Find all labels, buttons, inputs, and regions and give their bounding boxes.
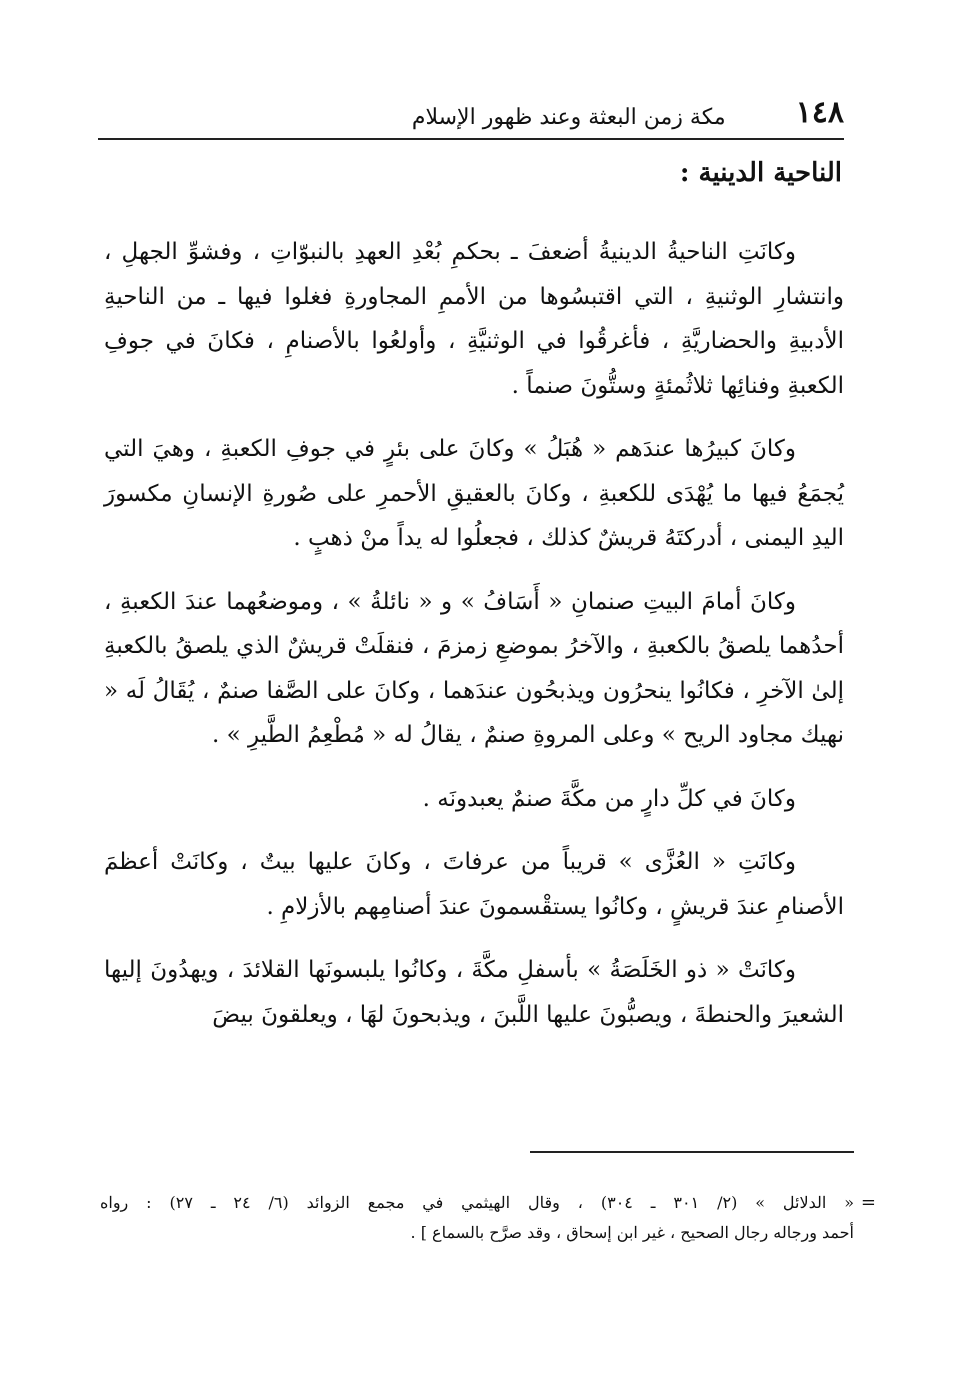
paragraph-3: وكانَ أمامَ البيتِ صنمانِ « أَسَافُ » و « نائلةُ » ، وموضعُهما عندَ الكعبةِ ، أحدُهما يلصقُ بالكعبةِ ، والآخرُ بموضعِ زمزمَ ، فنقلَتْ قريشٌ الذي يلصقُ بالكعبةِ إلىٰ الآخرِ ، فكانُوا ينحرُون ويذبحُون عندَهما ، وكانَ على الصَّفا صنمٌ ، يُقَالُ لَه « نهيك مجاود الريح » وعلى المروةِ صنمٌ ، يقالُ له « مُطْعِمُ الطَّيرِ » . xyxy=(104,588,844,748)
footnote-divider xyxy=(530,1151,854,1153)
header-divider xyxy=(98,138,844,140)
running-title: مكة زمن البعثة وعند ظهور الإسلام xyxy=(411,105,726,130)
paragraph-5: وكانَتِ « العُزَّى » قريباً من عرفاتَ ، وكانَ عليها بيتٌ ، وكانَتْ أعظمَ الأصنامِ عندَ قريشٍ ، وكانُوا يستقْسمونَ عندَ أصنامِهم بالأزلامِ . xyxy=(104,849,844,920)
paragraph-1: وكانَتِ الناحيةُ الدينيةُ أضعفَ ـ بحكمِ بُعْدِ العهدِ بالنبوّاتِ ، وفشوِّ الجهلِ ، وانتشارِ الوثنيةِ ، التي اقتبسُوها من الأممِ المجاورةِ فغلوا فيها ـ من الناحيةِ الأدبيةِ والحضاريَّةِ ، فأغرقُوا في الوثنيَّةِ ، وأولعُوا بالأصنامِ ، فكانَ في جوفِ الكعبةِ وفنائِها ثلاثُمئةٍ وستُّونَ صنماً . xyxy=(104,239,844,399)
body-text xyxy=(104,230,844,1056)
footnote xyxy=(100,1188,876,1248)
paragraph-2: وكانَ كبيرُها عندَهم « هُبَلُ » وكانَ على بئرٍ في جوفِ الكعبةِ ، وهيَ التي يُجمَعُ فيها ما يُهْدَى للكعبةِ ، وكانَ بالعقيقِ الأحمرِ على صُورةِ الإنسانِ مكسورَ اليدِ اليمنى ، أدركتَهُ قريشٌ كذلك ، فجعلُوا له يداً منْ ذهبٍ . xyxy=(104,436,844,551)
paragraph-4: وكانَ في كلِّ دارٍ من مكَّةَ صنمٌ يعبدونَه . xyxy=(422,785,796,812)
page-number: ١٤٨ xyxy=(795,95,844,130)
footnote-line-2: أحمد ورجاله رجال الصحيح ، غير ابن إسحاق ، وقد صرَّح بالسماع ] . xyxy=(410,1223,854,1242)
section-heading: الناحية الدينية : xyxy=(679,158,842,188)
paragraph-6: وكانَتْ « ذو الخَلَصَةُ » بأسفلِ مكَّةَ ، وكانُوا يلبسونَها القلائدَ ، ويهدُونَ إليها الشعيرَ والحنطةَ ، ويصبُّونَ عليها اللَّبنَ ، ويذبحونَ لهَا ، ويعلقونَ بيضَ xyxy=(104,957,844,1028)
footnote-continuation-marker: = xyxy=(860,1192,876,1213)
page-header xyxy=(98,82,844,130)
footnote-line-1: « الدلائل » (٢/ ٣٠١ ـ ٣٠٤) ، وقال الهيثمي في مجمع الزوائد (٦/ ٢٤ ـ ٢٧) : رواه xyxy=(100,1193,855,1212)
